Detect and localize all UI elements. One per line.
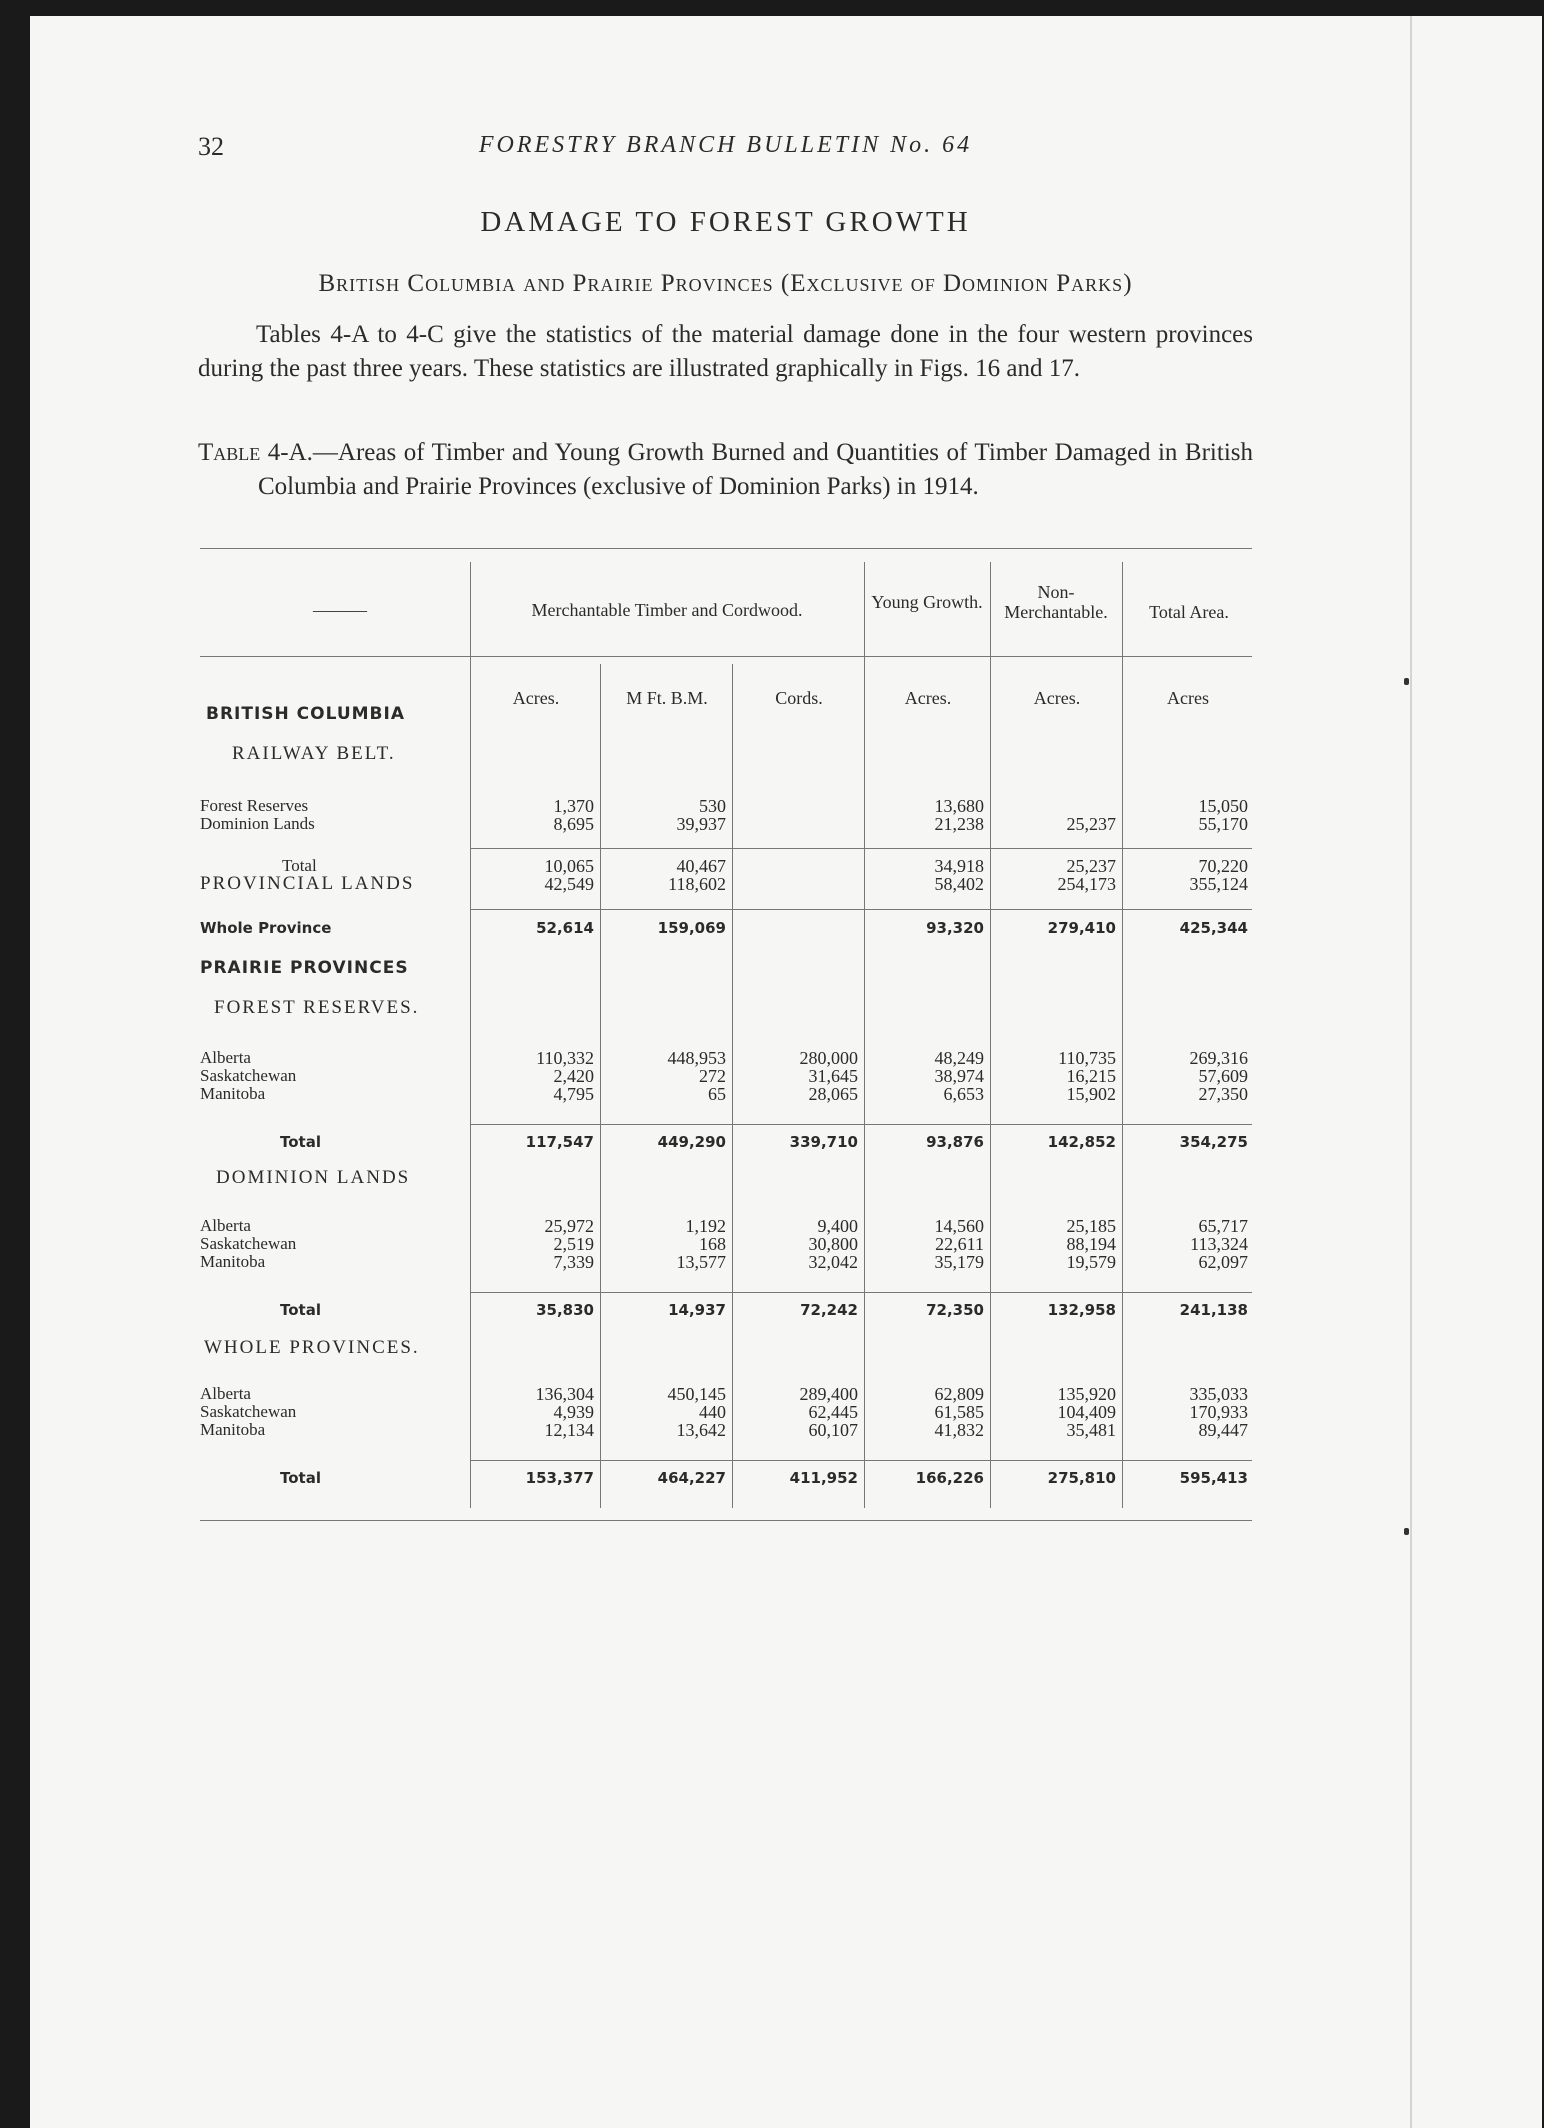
table-cell: 25,972 <box>544 1216 594 1236</box>
table-cell: 275,810 <box>1047 1469 1116 1487</box>
page-header <box>198 132 1253 172</box>
column-divider <box>600 664 601 1508</box>
intro-paragraph <box>198 318 1253 386</box>
table-cell: 22,611 <box>935 1234 984 1254</box>
table-cell: 450,145 <box>667 1384 726 1404</box>
table-cell: 13,577 <box>676 1252 726 1272</box>
table-cell: 40,467 <box>676 856 726 876</box>
total-rule <box>470 1460 1252 1461</box>
total-rule <box>470 909 1252 910</box>
table-cell: 280,000 <box>799 1048 858 1068</box>
table-cell: 61,585 <box>934 1402 984 1422</box>
sub-header-acres: Acres. <box>512 688 560 708</box>
row-label: Saskatchewan <box>200 1402 297 1421</box>
header-divider-group <box>470 656 860 657</box>
table-cell: 2,420 <box>553 1066 594 1086</box>
sub-header-nonmerch-acres: Acres. <box>1033 688 1081 708</box>
table-cell: 113,324 <box>1190 1234 1248 1254</box>
non-merchantable-header: Non-Merchantable. <box>1004 582 1108 622</box>
table-cell: 464,227 <box>657 1469 726 1487</box>
table-cell: 25,185 <box>1066 1216 1116 1236</box>
row-label: Total <box>280 1133 321 1151</box>
table-cell: 254,173 <box>1057 874 1116 894</box>
table-cell: 32,042 <box>808 1252 858 1272</box>
table-cell: 110,735 <box>1058 1048 1116 1068</box>
table-cell: 335,033 <box>1189 1384 1248 1404</box>
table-cell: 117,547 <box>525 1133 594 1151</box>
table-cell: 1,192 <box>685 1216 726 1236</box>
table-cell: 89,447 <box>1198 1420 1248 1440</box>
table-cell: 449,290 <box>657 1133 726 1151</box>
table-cell: 38,974 <box>934 1066 984 1086</box>
table-cell: 8,695 <box>553 814 594 834</box>
table-cell: 279,410 <box>1047 919 1116 937</box>
table-cell: 62,097 <box>1198 1252 1248 1272</box>
table-cell: 4,939 <box>553 1402 594 1422</box>
section-subheading: British Columbia and Prairie Provinces (Exclusive of Dominion Parks) <box>318 270 1133 297</box>
table-cell: 31,645 <box>808 1066 858 1086</box>
total-rule <box>470 1124 1252 1125</box>
table-cell: 27,350 <box>1198 1084 1248 1104</box>
row-label: Alberta <box>200 1048 251 1067</box>
column-divider <box>470 562 471 1508</box>
table-cell: 35,179 <box>934 1252 984 1272</box>
table-cell: 58,402 <box>934 874 984 894</box>
table-cell: 530 <box>699 796 726 816</box>
table-cell: 34,918 <box>934 856 984 876</box>
table-cell: 170,933 <box>1189 1402 1248 1422</box>
table-cell: 15,902 <box>1066 1084 1116 1104</box>
table-cell: 10,065 <box>544 856 594 876</box>
table-cell: 425,344 <box>1179 919 1248 937</box>
table-cell: 168 <box>699 1234 726 1254</box>
table-cell: 93,320 <box>926 919 984 937</box>
table-cell: 411,952 <box>789 1469 858 1487</box>
sub-header-young-acres: Acres. <box>904 688 952 708</box>
table-cell: 70,220 <box>1198 856 1248 876</box>
table-cell: 339,710 <box>789 1133 858 1151</box>
table-cell: 57,609 <box>1198 1066 1248 1086</box>
table-cell: 72,242 <box>800 1301 858 1319</box>
table-cell: 21,238 <box>934 814 984 834</box>
table-cell: 16,215 <box>1066 1066 1116 1086</box>
table-cell: 440 <box>699 1402 726 1422</box>
section-prairie-provinces: PRAIRIE PROVINCES <box>200 958 409 978</box>
sub-header-cords: Cords. <box>775 688 823 708</box>
table-cell: 62,809 <box>934 1384 984 1404</box>
table-title: —Areas of Timber and Young Growth Burned and Quantities of Timber Damaged in British Columbia and Prairie Provinces (exclusive of Dominion Parks) in 1914. <box>258 439 1253 500</box>
row-label: Total <box>282 856 317 875</box>
table-cell: 355,124 <box>1189 874 1248 894</box>
table-cell: 19,579 <box>1066 1252 1116 1272</box>
table-cell: 2,519 <box>553 1234 594 1254</box>
table-cell: 142,852 <box>1047 1133 1116 1151</box>
row-label: Forest Reserves <box>200 796 309 815</box>
table-cell: 25,237 <box>1066 814 1116 834</box>
row-label: Manitoba <box>200 1420 266 1439</box>
row-label: Alberta <box>200 1216 251 1235</box>
section-forest-reserves: FOREST RESERVES. <box>214 997 420 1018</box>
table-cell: 4,795 <box>553 1084 594 1104</box>
row-label: Dominion Lands <box>200 814 315 833</box>
table-cell: 9,400 <box>817 1216 858 1236</box>
table-cell: 118,602 <box>668 874 726 894</box>
section-railway-belt: RAILWAY BELT. <box>232 743 396 764</box>
table-cell: 52,614 <box>536 919 594 937</box>
table-cell: 14,937 <box>668 1301 726 1319</box>
young-growth-header: Young Growth. <box>871 592 983 612</box>
column-divider <box>1122 562 1123 1508</box>
table-cell: 65,717 <box>1198 1216 1248 1236</box>
table-cell: 110,332 <box>536 1048 594 1068</box>
table-cell: 28,065 <box>808 1084 858 1104</box>
table-cell: 42,549 <box>544 874 594 894</box>
row-label: Manitoba <box>200 1084 266 1103</box>
table-cell: 136,304 <box>535 1384 594 1404</box>
table-cell: 166,226 <box>915 1469 984 1487</box>
table-top-rule <box>200 548 1252 549</box>
data-table <box>200 548 1252 1528</box>
table-cell: 269,316 <box>1189 1048 1248 1068</box>
table-cell: 272 <box>699 1066 726 1086</box>
column-divider <box>990 562 991 1508</box>
scan-mark <box>1404 1528 1409 1535</box>
total-area-header: Total Area. <box>1149 602 1229 622</box>
table-cell: 35,830 <box>536 1301 594 1319</box>
table-cell: 13,680 <box>934 796 984 816</box>
page-fold-shadow <box>1410 16 1412 2128</box>
column-divider <box>732 664 733 1508</box>
table-cell: 41,832 <box>934 1420 984 1440</box>
sub-header-total-acres: Acres <box>1167 688 1209 708</box>
sub-header-mft: M Ft. B.M. <box>626 688 708 708</box>
row-label: Manitoba <box>200 1252 266 1271</box>
table-cell: 1,370 <box>553 796 594 816</box>
total-rule <box>470 1292 1252 1293</box>
merchantable-header: Merchantable Timber and Cordwood. <box>531 600 803 620</box>
table-cell: 55,170 <box>1198 814 1248 834</box>
table-cell: 30,800 <box>808 1234 858 1254</box>
row-label: Saskatchewan <box>200 1066 297 1085</box>
row-label: Total <box>280 1469 321 1487</box>
table-cell: 62,445 <box>808 1402 858 1422</box>
table-cell: 25,237 <box>1066 856 1116 876</box>
section-heading: DAMAGE TO FOREST GROWTH <box>480 206 971 238</box>
section-dominion-lands: DOMINION LANDS <box>216 1167 411 1188</box>
table-cell: 159,069 <box>657 919 726 937</box>
table-cell: 132,958 <box>1047 1301 1116 1319</box>
page-number: 32 <box>198 132 224 161</box>
table-cell: 14,560 <box>934 1216 984 1236</box>
table-cell: 72,350 <box>926 1301 984 1319</box>
table-cell: 595,413 <box>1179 1469 1248 1487</box>
table-cell: 6,653 <box>943 1084 984 1104</box>
table-caption <box>198 436 1253 504</box>
table-cell: 60,107 <box>808 1420 858 1440</box>
table-cell: 241,138 <box>1179 1301 1248 1319</box>
row-label: Saskatchewan <box>200 1234 297 1253</box>
table-cell: 88,194 <box>1066 1234 1116 1254</box>
table-cell: 13,642 <box>676 1420 726 1440</box>
section-british-columbia: BRITISH COLUMBIA <box>206 704 405 724</box>
table-cell: 93,876 <box>926 1133 984 1151</box>
table-cell: 48,249 <box>934 1048 984 1068</box>
table-cell: 65 <box>708 1084 726 1104</box>
table-bottom-rule <box>200 1520 1252 1521</box>
row-label: PROVINCIAL LANDS <box>200 873 415 894</box>
table-label: Table 4-A. <box>198 439 313 466</box>
section-whole-provinces: WHOLE PROVINCES. <box>204 1337 420 1358</box>
table-cell: 153,377 <box>525 1469 594 1487</box>
row-label: Alberta <box>200 1384 251 1403</box>
table-cell: 135,920 <box>1057 1384 1116 1404</box>
table-cell: 7,339 <box>553 1252 594 1272</box>
table-cell: 15,050 <box>1198 796 1248 816</box>
table-cell: 39,937 <box>676 814 726 834</box>
intro-text: Tables 4-A to 4-C give the statistics of the material damage done in the four western provinces during the past three years. These statistics are illustrated graphically in Figs. 16 and 17. <box>198 321 1253 382</box>
running-title: FORESTRY BRANCH BULLETIN No. 64 <box>478 132 973 158</box>
table-cell: 35,481 <box>1066 1420 1116 1440</box>
corner-dash: ——— <box>313 600 367 620</box>
total-rule <box>470 848 1252 849</box>
table-cell: 12,134 <box>544 1420 594 1440</box>
table-cell: 448,953 <box>667 1048 726 1068</box>
row-label: Total <box>280 1301 321 1319</box>
row-label: Whole Province <box>200 919 332 937</box>
table-cell: 104,409 <box>1057 1402 1116 1422</box>
table-cell: 354,275 <box>1179 1133 1248 1151</box>
scan-mark <box>1404 678 1409 685</box>
column-divider <box>864 562 865 1508</box>
table-cell: 289,400 <box>799 1384 858 1404</box>
